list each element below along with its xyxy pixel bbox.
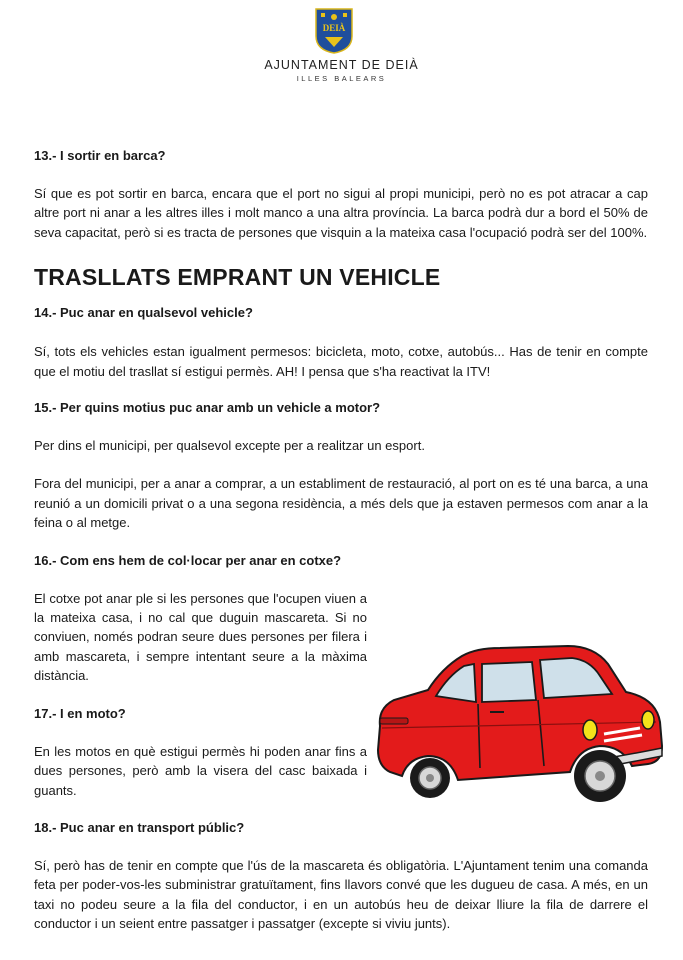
svg-text:DEIÀ: DEIÀ — [322, 23, 346, 33]
question-16: 16.- Com ens hem de col·locar per anar en cotxe? — [34, 552, 342, 568]
answer-17: En les motos en què estigui permès hi poden anar fins a dues persones, però amb la visera del casc baixada i guants. — [34, 743, 367, 798]
question-15: 15.- Per quins motius puc anar amb un vehicle a motor? — [34, 400, 381, 416]
question-18: 18.- Puc anar en transport públic? — [34, 819, 245, 835]
org-subtitle: ILLES BALEARS — [296, 74, 387, 83]
red-car-illustration — [372, 638, 664, 810]
org-name: AJUNTAMENT DE DEIÀ — [264, 58, 419, 72]
document-body — [34, 147, 648, 934]
question-13: 13.- I sortir en barca? — [34, 148, 166, 163]
answer-14: Sí, tots els vehicles estan igualment permesos: bicicleta, moto, cotxe, autobús... Has de tenir en compte que el motiu del trasllat sí estigui permès. AH! I pensa que s'ha reactivat la ITV! — [34, 344, 648, 379]
answer-15-b: Fora del municipi, per a anar a comprar, a un establiment de restauració, al port on es té una barca, a una reunió a un domicili privat o a una segona residència, a més dels que ja estaven permesos com anar a la feina o al metge. — [34, 476, 648, 531]
question-17: 17.- I en moto? — [34, 705, 126, 721]
deia-crest-logo — [315, 8, 353, 54]
answer-13: Sí que es pot sortir en barca, encara que el port no sigui al propi municipi, però no es pot atracar a cap altre port ni anar a les altres illes i molt manco a una altra província. La barca podrà dur a bord el 50% de seva capacitat, però si es tracta de persones que visquin a la mateixa casa l'ocupació podrà ser del 100%. — [34, 186, 648, 240]
answer-15-a: Per dins el municipi, per qualsevol excepte per a realitzar un esport. — [34, 438, 425, 454]
answer-16: El cotxe pot anar ple si les persones que l'ocupen viuen a la mateixa casa, i no cal que duguin mascareta. Si no conviuen, només podran seure dues persones per filera i amb mascareta, i sempre intentant seure a la màxima distància. — [34, 590, 367, 684]
question-14: 14.- Puc anar en qualsevol vehicle? — [34, 305, 253, 321]
section-title: TRASLLATS EMPRANT UN VEHICLE — [34, 264, 441, 291]
answer-18: Sí, però has de tenir en compte que l'ús de la mascareta és obligatòria. L'Ajuntament tenim una comanda feta per poder-vos-les subministrar gratuïtament, fins llavors convé que les dugueu de casa. A més, en un taxi no podeu seure a la fila del conductor, i en un autobús heu de deixar lliure la fila de darrere el conductor i un seient entre passatger i passatger (excepte si viviu junts). — [34, 857, 648, 932]
